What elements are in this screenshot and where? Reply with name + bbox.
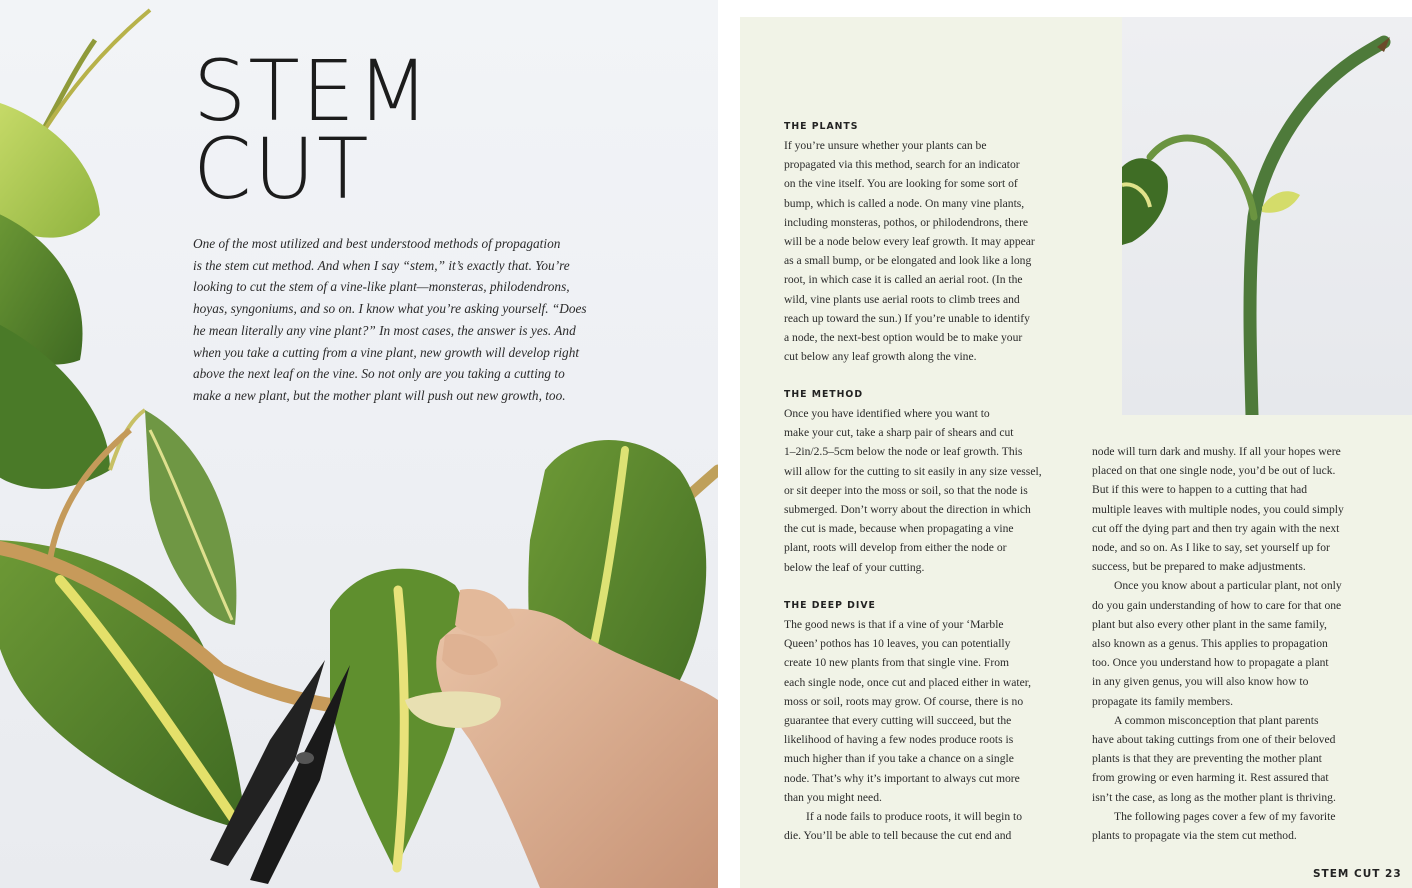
body-line: plants to propagate via the stem cut method.	[1092, 829, 1297, 843]
intro-line: hoyas, syngoniums, and so on. I know what you’re asking yourself. “Does	[193, 301, 587, 317]
body-line: including monsteras, pothos, or philodendrons, there	[784, 215, 1029, 229]
body-line: The good news is that if a vine of your ‘Marble	[784, 618, 1004, 631]
body-line: also known as a genus. This applies to propagation	[1092, 637, 1328, 651]
title-line-1: STEM	[193, 42, 432, 140]
second-column	[1092, 442, 1344, 845]
page-title	[193, 42, 432, 218]
body-line: propagated via this method, search for an indicator	[784, 158, 1020, 172]
body-line: likelihood of having a few nodes produce roots is	[784, 733, 1014, 747]
body-line: placed on that one single node, you’d be out of luck.	[1092, 464, 1336, 478]
body-line: each single node, once cut and placed either in water,	[784, 675, 1032, 689]
body-line: A common misconception that plant parents	[1114, 713, 1319, 727]
body-line: Once you know about a particular plant, not only	[1114, 579, 1342, 593]
body-line: will allow for the cutting to sit easily in any size vessel,	[784, 464, 1042, 478]
body-line: Once you have identified where you want to	[784, 407, 990, 420]
body-line: create 10 new plants from that single vine. From	[784, 656, 1010, 670]
intro-line: is the stem cut method. And when I say “stem,” it’s exactly that. You’re	[193, 257, 570, 273]
heading-the-method: THE METHOD	[784, 389, 864, 400]
section-the-plants	[784, 120, 1035, 366]
intro-line: above the next leaf on the vine. So not only are you taking a cutting to	[193, 366, 565, 382]
body-line: plants is that they are preventing the mother plant	[1092, 752, 1322, 766]
body-line: reach up toward the sun.) If you’re unable to identify	[784, 311, 1030, 325]
body-line: But if this were to happen to a cutting that had	[1092, 483, 1308, 497]
body-line: much higher than if you take a chance on a single	[784, 752, 1014, 766]
stem-illustration	[1122, 17, 1412, 415]
body-line: will be a node below every leaf growth. It may appear	[784, 235, 1035, 249]
right-page	[740, 17, 1412, 888]
section-the-method	[784, 388, 1042, 577]
body-line: If you’re unsure whether your plants can be	[784, 139, 987, 152]
body-line: the cut is made, because when propagating a vine	[784, 522, 1014, 536]
body-line: node. That’s why it’s important to always cut more	[784, 771, 1020, 785]
intro-paragraph	[193, 233, 613, 407]
body-line: node will turn dark and mushy. If all your hopes were	[1092, 445, 1341, 458]
body-line: submerged. Don’t worry about the direction in which	[784, 503, 1031, 517]
body-line: plant, roots will develop from either the node or	[784, 541, 1007, 555]
body-line: Queen’ pothos has 10 leaves, you can potentially	[784, 637, 1011, 651]
body-line: success, but be prepared to make adjustments.	[1092, 560, 1306, 574]
body-line: too. Once you understand how to propagate a plant	[1092, 656, 1329, 670]
intro-line: he mean literally any vine plant?” In most cases, the answer is yes. And	[193, 322, 576, 338]
body-line: If a node fails to produce roots, it will begin to	[806, 810, 1023, 824]
body-line: do you gain understanding of how to care for that one	[1092, 598, 1342, 612]
body-line: from growing or even harming it. Rest assured that	[1092, 771, 1329, 785]
intro-line: when you take a cutting from a vine plant, new growth will develop right	[193, 344, 580, 360]
body-line: in any given genus, you will also know how to	[1092, 675, 1309, 689]
intro-line: make a new plant, but the mother plant will push out new growth, too.	[193, 387, 566, 403]
body-line: below the leaf of your cutting.	[784, 560, 925, 574]
body-line: propagate its family members.	[1092, 694, 1234, 708]
heading-the-deep-dive: THE DEEP DIVE	[784, 600, 876, 611]
body-line: die. You’ll be able to tell because the cut end and	[784, 829, 1012, 843]
page-folio: STEM CUT 23	[1313, 868, 1402, 880]
body-line: a node, the next-best option would be to make your	[784, 331, 1023, 345]
body-line: plant but also every other plant in the same family,	[1092, 617, 1327, 631]
body-line: bump, which is called a node. On many vine plants,	[784, 196, 1025, 210]
body-line: root, in which case it is called an aerial root. (In the	[784, 273, 1023, 287]
page-gutter	[718, 0, 740, 888]
intro-line: looking to cut the stem of a vine-like plant—monsteras, philodendrons,	[193, 279, 570, 295]
body-line: guarantee that every cutting will succeed, but the	[784, 714, 1012, 728]
intro-line: One of the most utilized and best understood methods of propagation	[193, 236, 561, 251]
body-line: wild, vine plants use aerial roots to climb trees and	[784, 292, 1020, 306]
body-line: as a small bump, or be elongated and look like a long	[784, 254, 1032, 268]
body-line: make your cut, take a sharp pair of shears and cut	[784, 426, 1014, 440]
body-line: 1–2in/2.5–5cm below the node or leaf growth. This	[784, 445, 1023, 459]
stem-node-photo	[1122, 17, 1412, 415]
body-line: The following pages cover a few of my favorite	[1114, 809, 1336, 823]
section-the-deep-dive	[784, 599, 1031, 845]
body-line: have about taking cuttings from one of their beloved	[1092, 733, 1336, 747]
body-line: or sit deeper into the moss or soil, so that the node is	[784, 483, 1028, 497]
body-line: than you might need.	[784, 790, 882, 804]
title-line-2: CUT	[193, 120, 371, 218]
heading-the-plants: THE PLANTS	[784, 121, 859, 132]
body-line: moss or soil, roots may grow. Of course, there is no	[784, 694, 1024, 708]
body-line: isn’t the case, as long as the mother plant is thriving.	[1092, 790, 1336, 804]
body-line: cut below any leaf growth along the vine.	[784, 350, 977, 364]
body-line: multiple leaves with multiple nodes, you could simply	[1092, 502, 1344, 516]
body-line: cut off the dying part and then try again with the next	[1092, 521, 1340, 535]
body-line: node, and so on. As I like to say, set yourself up for	[1092, 541, 1330, 555]
body-line: on the vine itself. You are looking for some sort of	[784, 177, 1018, 191]
